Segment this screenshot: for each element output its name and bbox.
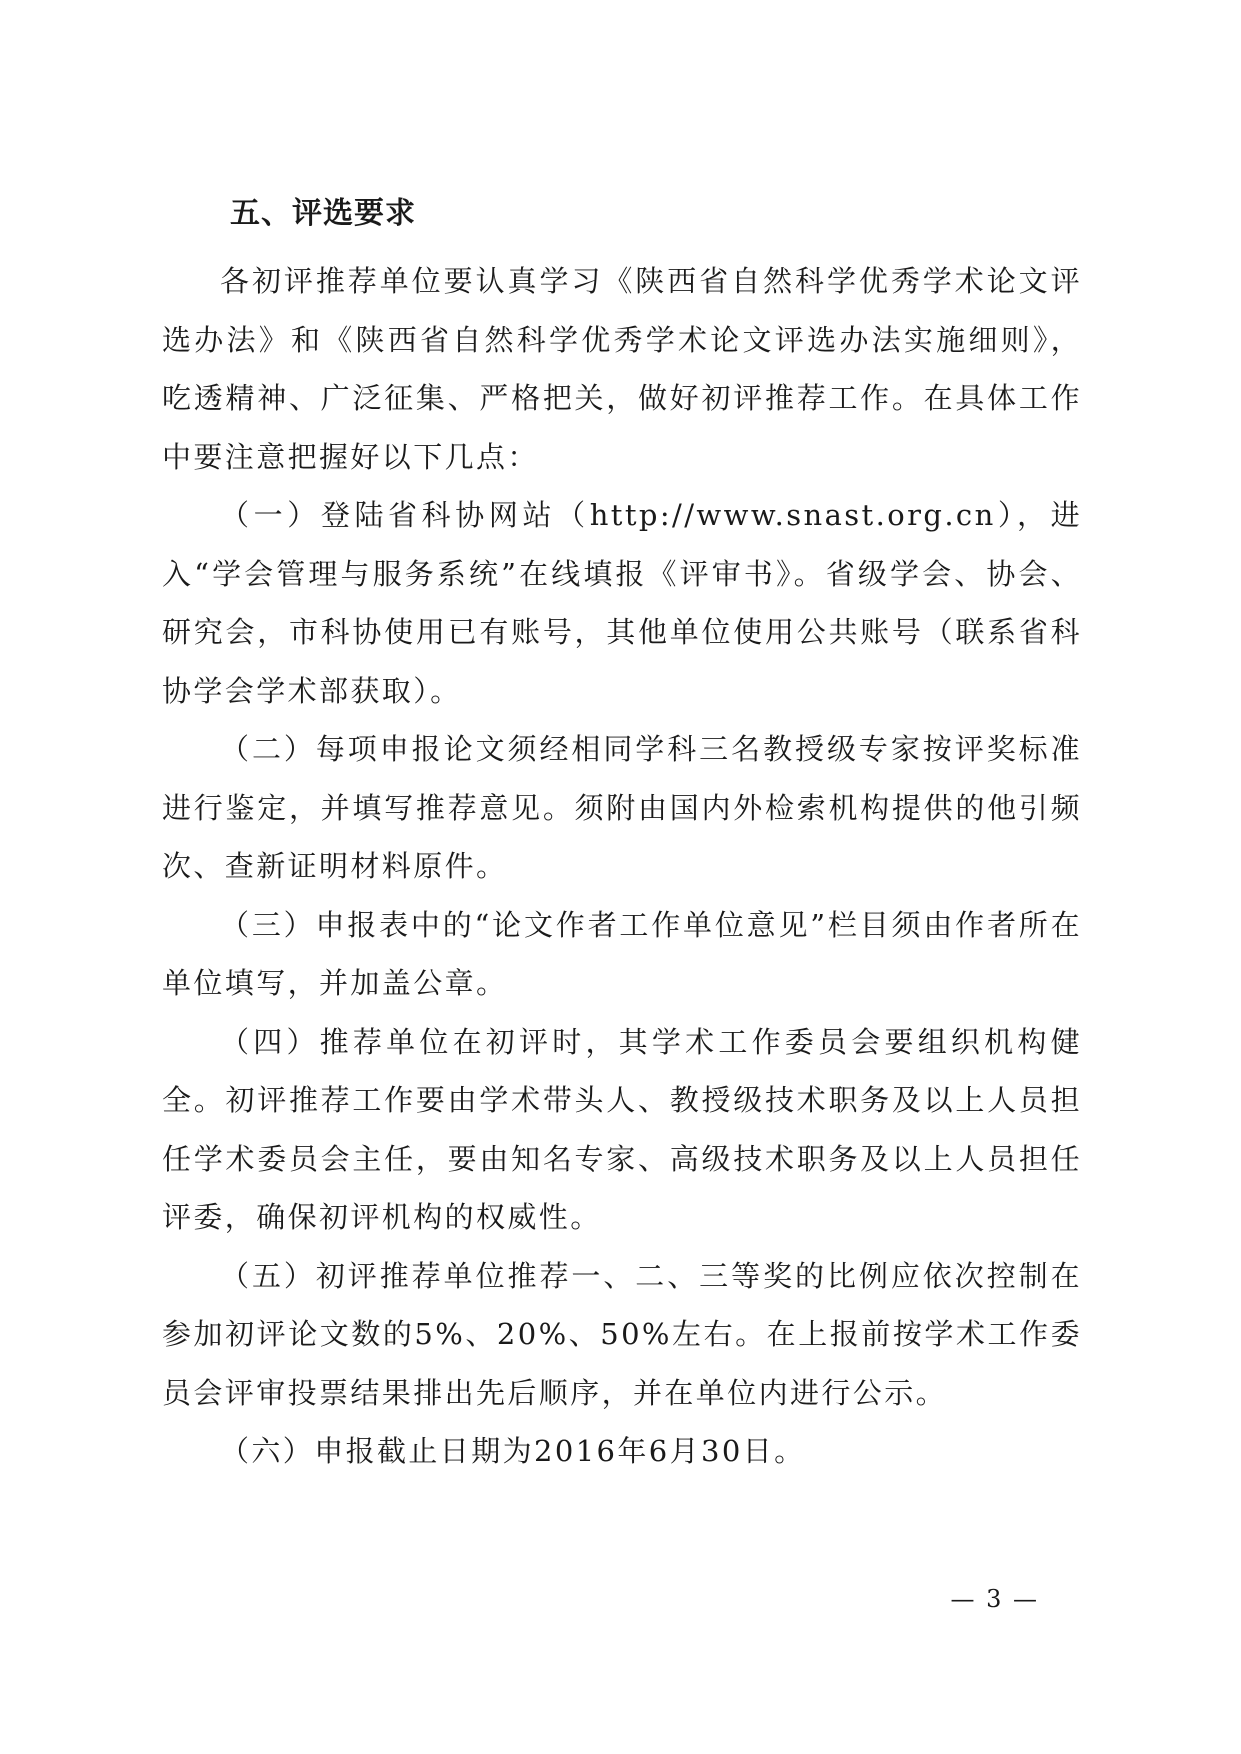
requirement-item-1: （一）登陆省科协网站（http://www.snast.org.cn），进入“学会管理与服务系统”在线填报《评审书》。省级学会、协会、研究会，市科协使用已有账号，其他单位使用公共账号（联系省科协学会学术部获取）。	[162, 498, 1082, 708]
requirement-item-6: （六）申报截止日期为2016年6月30日。	[220, 1434, 806, 1468]
requirement-item-5: （五）初评推荐单位推荐一、二、三等奖的比例应依次控制在参加初评论文数的5%、20%、50%左右。在上报前按学术工作委员会评审投票结果排出先后顺序，并在单位内进行公示。	[162, 1258, 1082, 1410]
intro-paragraph: 各初评推荐单位要认真学习《陕西省自然科学优秀学术论文评选办法》和《陕西省自然科学优秀学术论文评选办法实施细则》，吃透精神、广泛征集、严格把关，做好初评推荐工作。在具体工作中要注意把握好以下几点：	[162, 264, 1082, 474]
requirement-item-2: （二）每项申报论文须经相同学科三名教授级专家按评奖标准进行鉴定，并填写推荐意见。须附由国内外检索机构提供的他引频次、查新证明材料原件。	[162, 732, 1082, 883]
page-number: — 3 —	[950, 1585, 1039, 1613]
document-body	[162, 252, 1082, 1481]
requirement-item-4: （四）推荐单位在初评时，其学术工作委员会要组织机构健全。初评推荐工作要由学术带头人、教授级技术职务及以上人员担任学术委员会主任，要由知名专家、高级技术职务及以上人员担任评委，确保初评机构的权威性。	[162, 1024, 1082, 1234]
requirement-item-3: （三）申报表中的“论文作者工作单位意见”栏目须由作者所在单位填写，并加盖公章。	[162, 907, 1082, 1000]
section-title: 五、评选要求	[230, 196, 416, 231]
